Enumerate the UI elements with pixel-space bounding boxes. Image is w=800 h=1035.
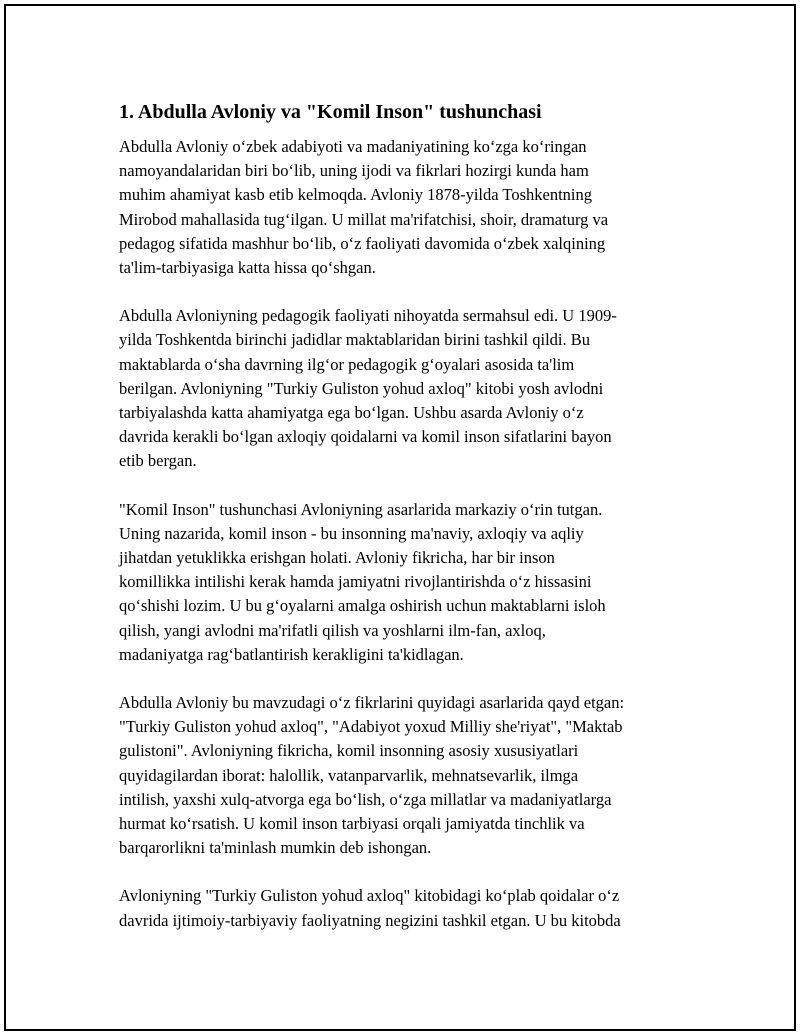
text-line: komillikka intilishi kerak hamda jamiyatni rivojlantirishda o‘z hissasini — [119, 572, 592, 592]
text-line: maktablarda o‘sha davrning ilg‘or pedagogik g‘oyalari asosida ta'lim — [119, 354, 575, 374]
text-line: barqarorlikni ta'minlash mumkin deb ishongan. — [119, 838, 432, 858]
text-line: pedagog sifatida mashhur bo‘lib, o‘z faoliyati davomida o‘zbek xalqining — [119, 233, 606, 253]
text-line: Abdulla Avloniyning pedagogik faoliyati nihoyatda sermahsul edi. U 1909- — [119, 306, 617, 326]
text-line: intilish, yaxshi xulq-atvorga ega bo‘lish, o‘zga millatlar va madaniyatlarga — [119, 789, 612, 809]
text-line: Abdulla Avloniy o‘zbek adabiyoti va madaniyatining ko‘zga ko‘ringan — [119, 137, 587, 156]
document-body — [119, 99, 695, 957]
text-line: yilda Toshkentda birinchi jadidlar maktablaridan birini tashkil qildi. Bu — [119, 330, 590, 350]
text-line: madaniyatga rag‘batlantirish kerakligini ta'kidlagan. — [119, 644, 464, 664]
text-line: quyidagilardan iborat: halollik, vatanparvarlik, mehnatsevarlik, ilmga — [119, 765, 579, 785]
text-line: jihatdan yetuklikka erishgan holati. Avloniy fikricha, har bir inson — [119, 548, 555, 568]
text-line: Mirobod mahallasida tug‘ilgan. U millat ma'rifatchisi, shoir, dramaturg va — [119, 209, 609, 229]
text-line: hurmat ko‘rsatish. U komil inson tarbiyasi orqali jamiyatda tinchlik va — [119, 814, 585, 834]
document-page — [4, 4, 796, 1031]
text-line: davrida kerakli bo‘lgan axloqiy qoidalarni va komil inson sifatlarini bayon — [119, 427, 612, 447]
text-line: Uning nazarida, komil inson - bu insonning ma'naviy, axloqiy va aqliy — [119, 523, 584, 543]
text-line: qilish, yangi avlodni ma'rifatli qilish va yoshlarni ilm-fan, axloq, — [119, 620, 546, 640]
paragraph-1 — [119, 135, 695, 280]
text-line: gulistoni". Avloniyning fikricha, komil insonning asosiy xususiyatlari — [119, 741, 579, 761]
text-line: ta'lim-tarbiyasiga katta hissa qo‘shgan. — [119, 258, 376, 278]
text-line: "Turkiy Guliston yohud axloq", "Adabiyot yoxud Milliy she'riyat", "Maktab — [119, 717, 623, 737]
text-line: namoyandalaridan biri bo‘lib, uning ijodi va fikrlari hozirgi kunda ham — [119, 161, 589, 181]
paragraph-2 — [119, 304, 695, 473]
text-line: muhim ahamiyat kasb etib kelmoqda. Avloniy 1878-yilda Toshkentning — [119, 185, 593, 205]
text-line: etib bergan. — [119, 451, 197, 471]
paragraph-5 — [119, 884, 695, 932]
text-line: tarbiyalashda katta ahamiyatga ega bo‘lgan. Ushbu asarda Avloniy o‘z — [119, 403, 584, 423]
text-line: Avloniyning "Turkiy Guliston yohud axloq" kitobidagi ko‘plab qoidalar o‘z — [119, 886, 620, 906]
text-line: qo‘shishi lozim. U bu g‘oyalarni amalga oshirish uchun maktablarni isloh — [119, 596, 606, 616]
text-line: davrida ijtimoiy-tarbiyaviy faoliyatning negizini tashkil etgan. U bu kitobda — [119, 910, 621, 930]
section-heading: 1. Abdulla Avloniy va "Komil Inson" tushunchasi — [119, 101, 542, 123]
text-line: "Komil Inson" tushunchasi Avloniyning asarlarida markaziy o‘rin tutgan. — [119, 499, 603, 519]
paragraph-3 — [119, 498, 695, 667]
text-line: berilgan. Avloniyning "Turkiy Guliston yohud axloq" kitobi yosh avlodni — [119, 378, 604, 398]
paragraph-4 — [119, 691, 695, 860]
text-line: Abdulla Avloniy bu mavzudagi o‘z fikrlarini quyidagi asarlarida qayd etgan: — [119, 693, 625, 713]
